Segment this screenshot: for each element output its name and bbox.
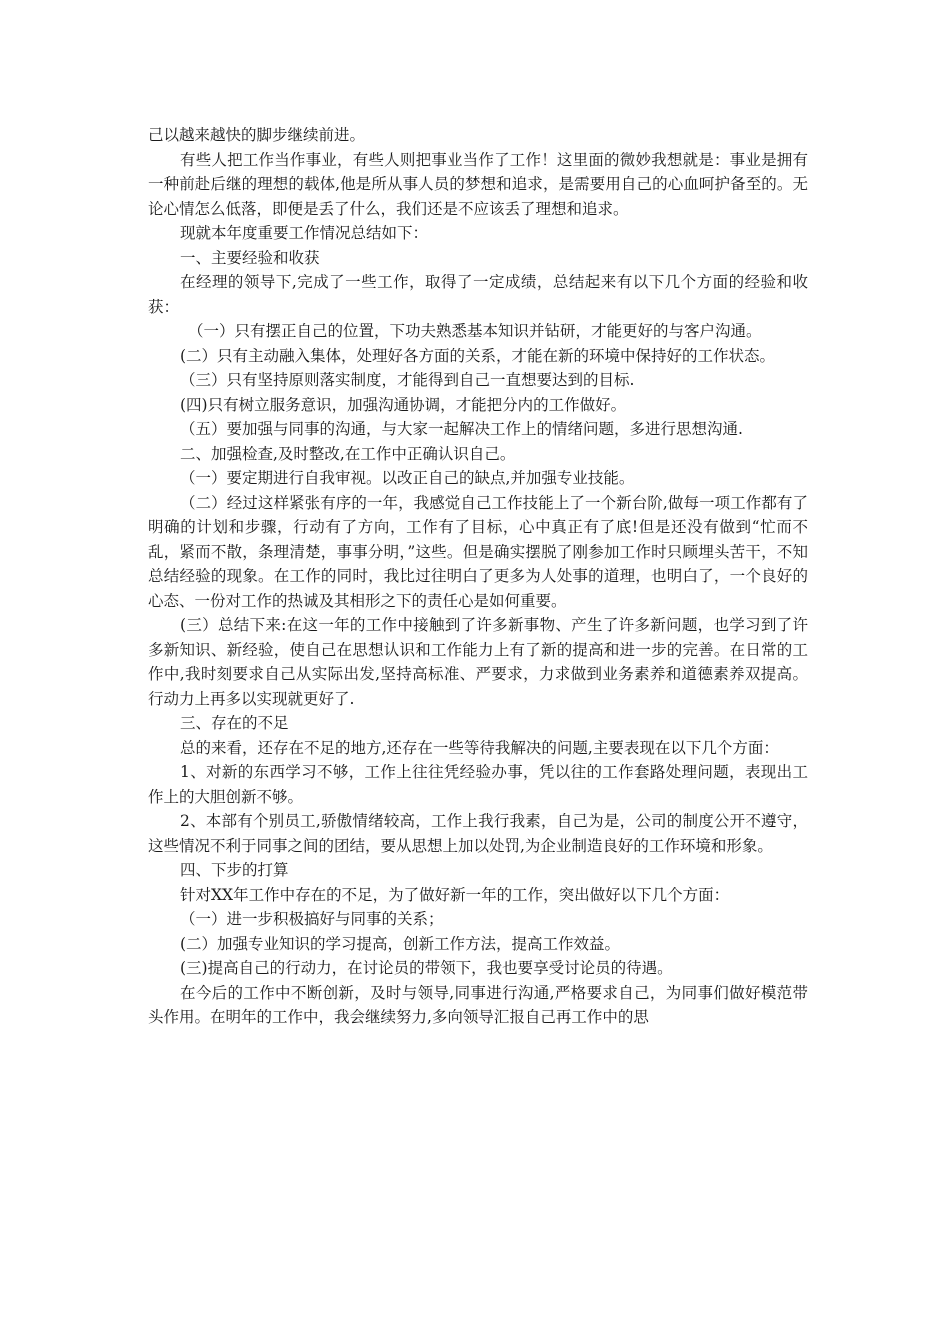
paragraph-2: 有些人把工作当作事业，有些人则把事业当作了工作！这里面的微妙我想就是：事业是拥有一种前赴后继的理想的载体,他是所从事人员的梦想和追求，是需要用自己的心血呵护备至的。无论心情怎么低落，即便是丢了什么，我们还是不应该丢了理想和追求。	[148, 150, 808, 218]
paragraph-22: (二）加强专业知识的学习提高，创新工作方法，提高工作效益。	[180, 934, 621, 953]
paragraph-9: (四)只有树立服务意识，加强沟通协调，才能把分内的工作做好。	[180, 395, 627, 414]
paragraph-17: 1、对新的东西学习不够，工作上往往凭经验办事，凭以往的工作套路处理问题，表现出工作上的大胆创新不够。	[148, 763, 808, 806]
paragraph-6: （一）只有摆正自己的位置，下功夫熟悉基本知识并钻研，才能更好的与客户沟通。	[188, 322, 762, 340]
section-heading-3: 三、存在的不足	[180, 714, 289, 732]
paragraph-20: 针对XX年工作中存在的不足，为了做好新一年的工作，突出做好以下几个方面：	[180, 885, 730, 904]
paragraph-5: 在经理的领导下,完成了一些工作，取得了一定成绩，总结起来有以下几个方面的经验和收获：	[148, 273, 808, 316]
paragraph-12: （一）要定期进行自我审视。以改正自己的缺点,并加强专业技能。	[180, 469, 635, 487]
paragraph-14: (三）总结下来:在这一年的工作中接触到了许多新事物、产生了许多新问题，也学习到了许多新知识、新经验，使自己在思想认识和工作能力上有了新的提高和进一步的完善。在日常的工作中,我时刻要求自己从实际出发,坚持高标准、严要求，力求做到业务素养和道德素养双提高。行动力上再多以实现就更好了.	[148, 616, 808, 708]
paragraph-23: (三)提高自己的行动力，在讨论员的带领下，我也要享受讨论员的待遇。	[180, 959, 673, 977]
paragraph-8: （三）只有坚持原则落实制度，才能得到自己一直想要达到的目标.	[180, 371, 635, 389]
section-heading-1: 一、主要经验和收获	[180, 248, 320, 267]
paragraph-21: （一）进一步积极搞好与同事的关系；	[180, 910, 444, 928]
paragraph-7: (二）只有主动融入集体，处理好各方面的关系，才能在新的环境中保持好的工作状态。	[180, 346, 776, 365]
document-body	[148, 123, 808, 1030]
section-heading-2: 二、加强检查,及时整改,在工作中正确认识自己。	[180, 444, 516, 463]
section-heading-4: 四、下步的打算	[180, 861, 289, 879]
paragraph-13: （二）经过这样紧张有序的一年，我感觉自己工作技能上了一个新台阶,做每一项工作都有了明确的计划和步骤，行动有了方向，工作有了目标，心中真正有了底!但是还没有做到“忙而不乱，紧而不散，条理清楚，事事分明，”这些。但是确实摆脱了刚参加工作时只顾埋头苦干，不知总结经验的现象。在工作的同时，我比过往明白了更多为人处事的道理，也明白了，一个良好的心态、一份对工作的热诚及其相形之下的责任心是如何重要。	[148, 493, 808, 610]
paragraph-10: （五）要加强与同事的沟通，与大家一起解决工作上的情绪问题，多进行思想沟通.	[180, 420, 743, 438]
paragraph-16: 总的来看，还存在不足的地方,还存在一些等待我解决的问题,主要表现在以下几个方面：	[180, 738, 779, 757]
paragraph-24: 在今后的工作中不断创新，及时与领导,同事进行沟通,严格要求自己，为同事们做好模范带头作用。在明年的工作中，我会继续努力,多向领导汇报自己再工作中的思	[148, 983, 808, 1026]
paragraph-3: 现就本年度重要工作情况总结如下：	[180, 224, 429, 242]
paragraph-18: 2、本部有个别员工,骄傲情绪较高，工作上我行我素，自己为是，公司的制度公开不遵守，这些情况不利于同事之间的团结，要从思想上加以处罚,为企业制造良好的工作环境和形象。	[148, 812, 808, 855]
paragraph-1: 己以越来越快的脚步继续前进。	[148, 126, 366, 144]
